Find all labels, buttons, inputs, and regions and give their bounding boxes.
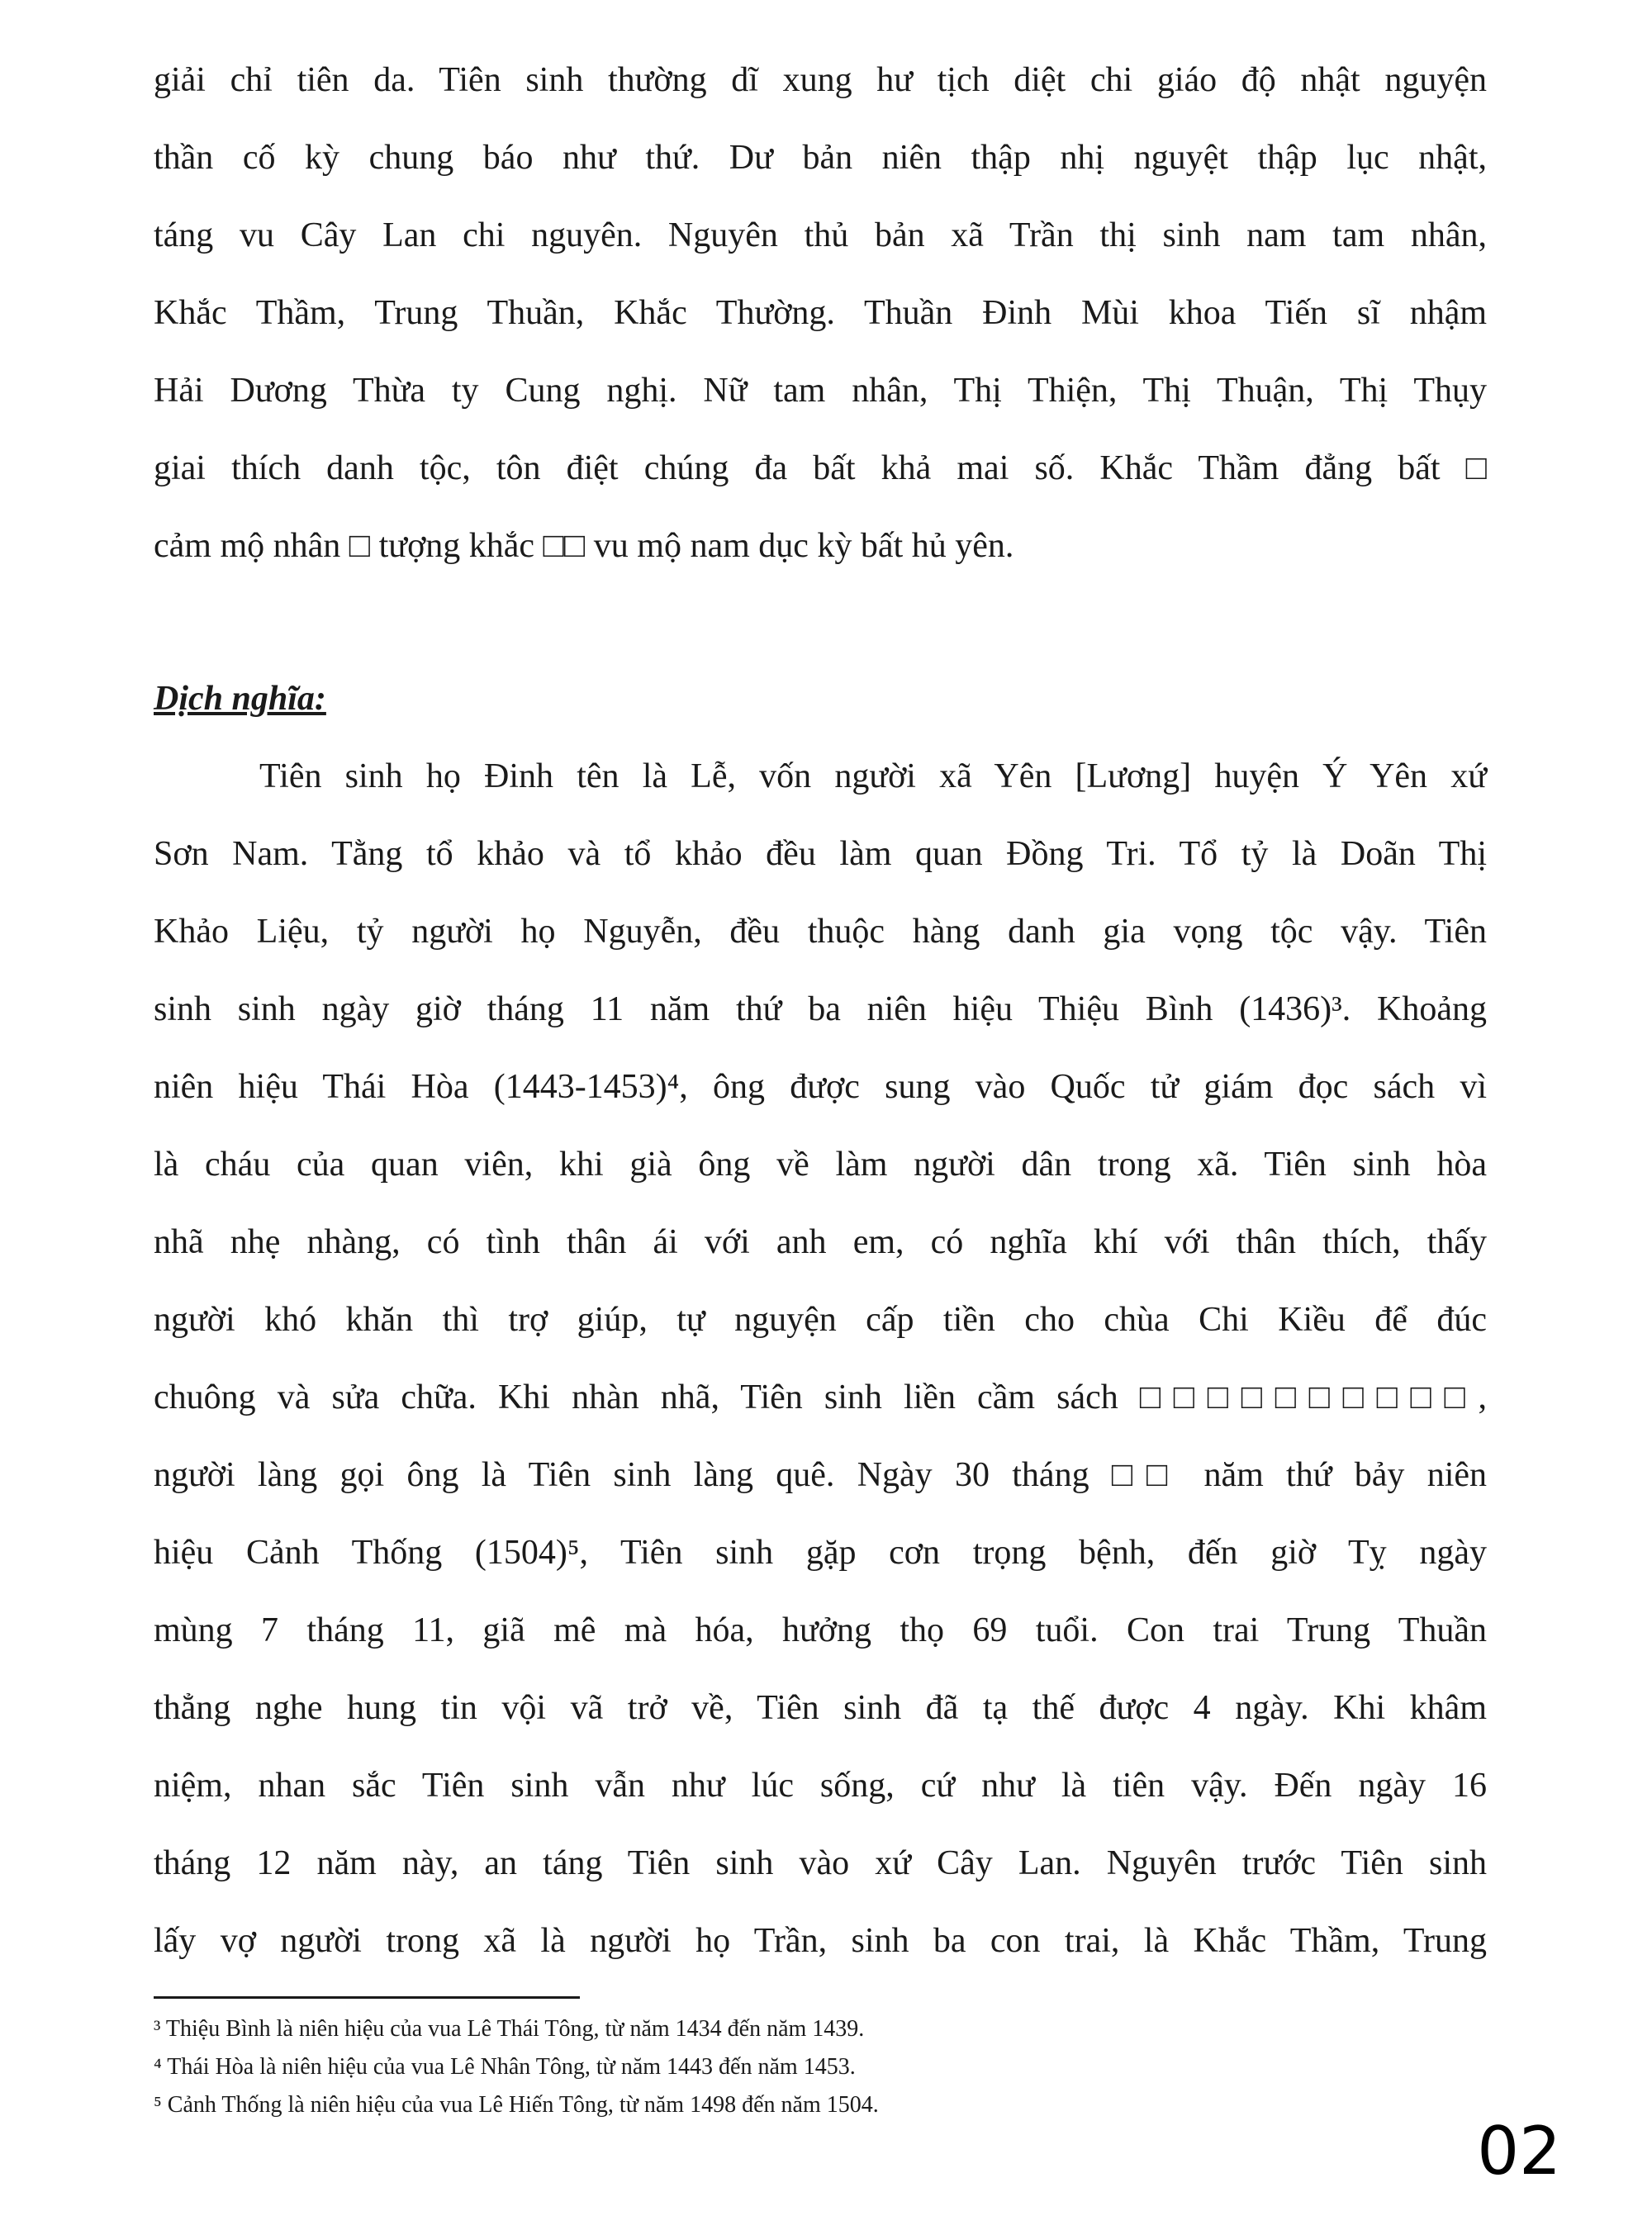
passage-line: giai thích danh tộc, tôn điệt chúng đa bất khả mai số. Khắc Thầm đẳng bất □ <box>154 449 1487 487</box>
passage-line: táng vu Cây Lan chi nguyên. Nguyên thủ bản xã Trần thị sinh nam tam nhân, <box>154 216 1487 254</box>
page-number: 02 <box>1477 2113 1561 2190</box>
translation-line: người khó khăn thì trợ giúp, tự nguyện cấp tiền cho chùa Chi Kiều để đúc <box>154 1301 1487 1339</box>
translation-line: hiệu Cảnh Thống (1504)⁵, Tiên sinh gặp cơn trọng bệnh, đến giờ Tỵ ngày <box>154 1534 1487 1572</box>
translation-line: người làng gọi ông là Tiên sinh làng quê. Ngày 30 tháng □□ năm thứ bảy niên <box>154 1456 1487 1494</box>
translation-line: tháng 12 năm này, an táng Tiên sinh vào xứ Cây Lan. Nguyên trước Tiên sinh <box>154 1844 1487 1882</box>
translation-line: Tiên sinh họ Đinh tên là Lễ, vốn người xã Yên [Lương] huyện Ý Yên xứ <box>259 757 1487 795</box>
translation-line: nhã nhẹ nhàng, có tình thân ái với anh em, có nghĩa khí với thân thích, thấy <box>154 1223 1487 1261</box>
footnote-divider <box>154 1996 580 1999</box>
translation-line: niên hiệu Thái Hòa (1443-1453)⁴, ông được sung vào Quốc tử giám đọc sách vì <box>154 1068 1487 1106</box>
translation-line: thẳng nghe hung tin vội vã trở về, Tiên sinh đã tạ thế được 4 ngày. Khi khâm <box>154 1689 1487 1727</box>
translation-line: Sơn Nam. Tằng tổ khảo và tổ khảo đều làm quan Đồng Tri. Tổ tỷ là Doãn Thị <box>154 835 1487 873</box>
translation-line: Khảo Liệu, tỷ người họ Nguyễn, đều thuộc hàng danh gia vọng tộc vậy. Tiên <box>154 913 1487 951</box>
translation-line: niệm, nhan sắc Tiên sinh vẫn như lúc sống, cứ như là tiên vậy. Đến ngày 16 <box>154 1767 1487 1805</box>
section-title: Dịch nghĩa: <box>154 680 326 718</box>
translation-line: chuông và sửa chữa. Khi nhàn nhã, Tiên sinh liền cầm sách □□□□□□□□□□, <box>154 1378 1487 1416</box>
document-page <box>154 41 1487 1980</box>
footnotes <box>154 2010 1487 2124</box>
translation-line: là cháu của quan viên, khi già ông về làm người dân trong xã. Tiên sinh hòa <box>154 1146 1487 1184</box>
passage-line: giải chỉ tiên da. Tiên sinh thường dĩ xung hư tịch diệt chi giáo độ nhật nguyện <box>154 61 1487 99</box>
footnote-3: ³ Thiệu Bình là niên hiệu của vua Lê Thái Tông, từ năm 1434 đến năm 1439. <box>154 2016 865 2042</box>
top-passage <box>154 41 1487 585</box>
passage-line: Hải Dương Thừa ty Cung nghị. Nữ tam nhân, Thị Thiện, Thị Thuận, Thị Thụy <box>154 372 1487 410</box>
translation-paragraph <box>154 738 1487 1980</box>
footnote-5: ⁵ Cảnh Thống là niên hiệu của vua Lê Hiến Tông, từ năm 1498 đến năm 1504. <box>154 2092 879 2118</box>
passage-line: cảm mộ nhân □ tượng khắc □□ vu mộ nam dục kỳ bất hủ yên. <box>154 527 1014 565</box>
translation-line: lấy vợ người trong xã là người họ Trần, sinh ba con trai, là Khắc Thầm, Trung <box>154 1922 1487 1960</box>
passage-line: thần cố kỳ chung báo như thứ. Dư bản niên thập nhị nguyệt thập lục nhật, <box>154 139 1487 177</box>
passage-line: Khắc Thầm, Trung Thuần, Khắc Thường. Thuần Đinh Mùi khoa Tiến sĩ nhậm <box>154 294 1487 332</box>
translation-line: mùng 7 tháng 11, giã mê mà hóa, hưởng thọ 69 tuổi. Con trai Trung Thuần <box>154 1611 1487 1649</box>
footnote-4: ⁴ Thái Hòa là niên hiệu của vua Lê Nhân Tông, từ năm 1443 đến năm 1453. <box>154 2054 856 2080</box>
translation-line: sinh sinh ngày giờ tháng 11 năm thứ ba niên hiệu Thiệu Bình (1436)³. Khoảng <box>154 990 1487 1028</box>
